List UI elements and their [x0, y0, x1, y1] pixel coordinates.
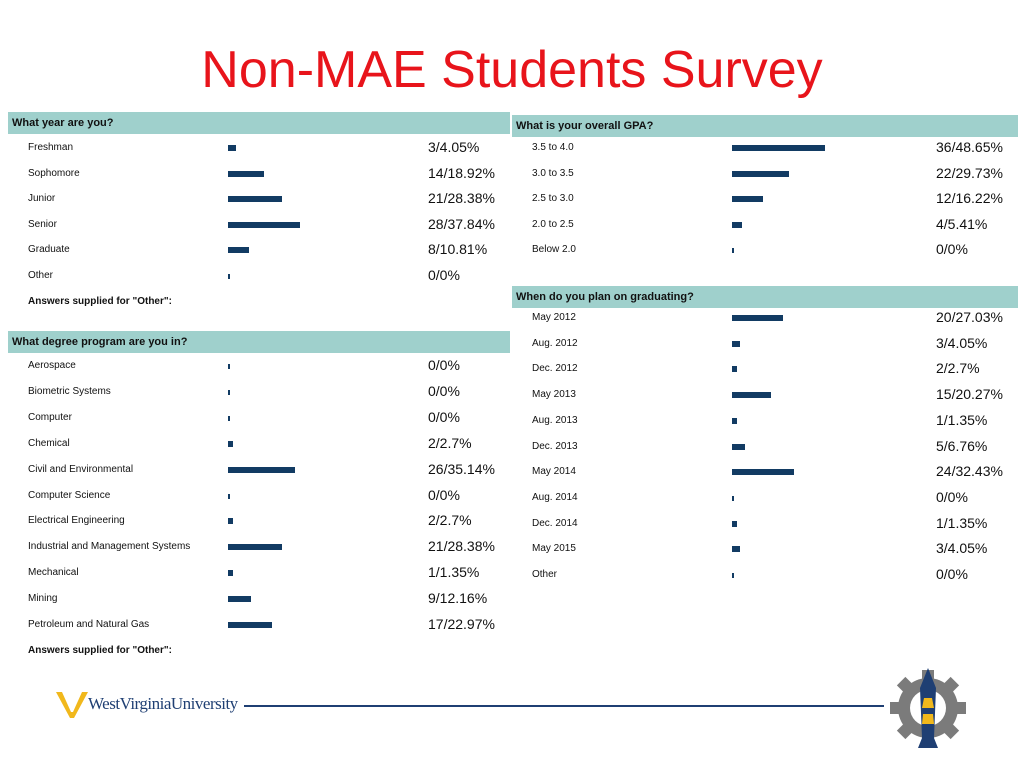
- chart-row: [8, 216, 510, 236]
- data-value-label: 21/28.38%: [428, 190, 495, 207]
- data-bar: [228, 494, 230, 499]
- chart-row: [512, 360, 1018, 380]
- category-label: Computer Science: [28, 489, 111, 501]
- data-value-label: 0/0%: [936, 241, 968, 258]
- page-title: Non-MAE Students Survey: [201, 41, 823, 99]
- data-bar: [732, 496, 734, 501]
- data-value-label: 0/0%: [428, 408, 460, 425]
- data-value-label: 0/0%: [936, 566, 968, 582]
- data-value-label: 0/0%: [936, 488, 968, 505]
- data-value-label: 3/4.05%: [936, 334, 988, 351]
- chart-row: [8, 487, 510, 507]
- data-bar: [732, 444, 745, 450]
- category-label: 2.0 to 2.5: [532, 218, 574, 230]
- data-value-label: 4/5.41%: [936, 215, 988, 232]
- data-bar: [228, 196, 282, 202]
- data-value-label: 3/4.05%: [936, 540, 988, 557]
- data-value-label: 15/20.27%: [936, 386, 1003, 403]
- data-value-label: 36/48.65%: [936, 139, 1003, 155]
- chart-row: [512, 515, 1018, 535]
- footer-divider: [244, 705, 884, 707]
- data-value-label: 0/0%: [428, 267, 460, 283]
- data-bar: [732, 248, 734, 253]
- category-label: Sophomore: [28, 167, 80, 179]
- data-bar: [732, 366, 737, 372]
- category-label: Biometric Systems: [28, 385, 111, 397]
- data-value-label: 5/6.76%: [936, 437, 988, 454]
- wvu-logo-icon: [56, 690, 88, 718]
- chart-row: [512, 309, 1018, 329]
- category-label: Dec. 2012: [532, 363, 578, 375]
- category-label: May 2014: [532, 466, 576, 478]
- category-label: 3.0 to 3.5: [532, 167, 574, 179]
- chart-title: What year are you?: [8, 112, 510, 134]
- data-value-label: 2/2.7%: [936, 360, 980, 377]
- university-logo-text: WestVirginiaUniversity: [88, 694, 238, 713]
- chart-row: [512, 165, 1018, 185]
- chart-row: [8, 357, 510, 377]
- chart-row: [512, 216, 1018, 236]
- data-bar: [732, 392, 771, 398]
- data-value-label: 2/2.7%: [428, 434, 472, 451]
- data-value-label: 2/2.7%: [428, 512, 472, 529]
- chart-row: [8, 538, 510, 558]
- data-bar: [732, 222, 742, 228]
- data-bar: [228, 570, 233, 576]
- data-value-label: 12/16.22%: [936, 190, 1003, 207]
- chart-row: [512, 190, 1018, 210]
- category-label: May 2015: [532, 543, 576, 555]
- category-label: 3.5 to 4.0: [532, 142, 574, 153]
- category-label: Civil and Environmental: [28, 463, 134, 475]
- data-value-label: 9/12.16%: [428, 590, 488, 607]
- category-label: Industrial and Management Systems: [28, 541, 191, 553]
- chart-row: [8, 435, 510, 455]
- category-label: May 2013: [532, 389, 576, 401]
- data-bar: [228, 171, 264, 177]
- survey-chart-panel: [8, 331, 510, 694]
- category-label: Other: [532, 569, 558, 580]
- chart-row: [8, 267, 510, 287]
- data-value-label: 1/1.35%: [936, 514, 988, 531]
- category-label: Aug. 2014: [532, 491, 578, 503]
- category-label: Dec. 2014: [532, 517, 578, 529]
- category-label: Mechanical: [28, 567, 79, 579]
- category-label: Mining: [28, 593, 58, 605]
- category-label: Computer: [28, 411, 72, 423]
- category-label: Junior: [28, 193, 56, 205]
- data-bar: [732, 145, 825, 151]
- data-bar: [228, 145, 236, 151]
- category-label: 2.5 to 3.0: [532, 193, 574, 205]
- data-bar: [732, 315, 783, 321]
- chart-row: [512, 241, 1018, 261]
- data-bar: [228, 364, 230, 369]
- data-bar: [228, 596, 251, 602]
- data-bar: [228, 247, 249, 253]
- chart-row: [8, 139, 510, 159]
- chart-title: When do you plan on graduating?: [512, 286, 1018, 308]
- gear-emblem-icon: [890, 664, 966, 752]
- category-label: Other: [28, 270, 54, 281]
- data-bar: [228, 390, 230, 395]
- category-label: Freshman: [28, 142, 74, 153]
- chart-row: [512, 139, 1018, 159]
- data-bar: [732, 418, 737, 424]
- data-value-label: 0/0%: [428, 357, 460, 373]
- data-value-label: 14/18.92%: [428, 164, 495, 181]
- data-bar: [732, 341, 740, 347]
- category-label: Electrical Engineering: [28, 515, 125, 527]
- chart-row: [8, 165, 510, 185]
- chart-row: [512, 463, 1018, 483]
- data-value-label: 1/1.35%: [936, 411, 988, 428]
- survey-chart-panel: [512, 115, 1018, 289]
- survey-chart-panel: [8, 112, 510, 345]
- survey-chart-panel: [512, 286, 1018, 614]
- data-bar: [228, 441, 233, 447]
- chart-row: [512, 566, 1018, 586]
- chart-row: [8, 590, 510, 610]
- data-bar: [732, 573, 734, 578]
- chart-row: [512, 386, 1018, 406]
- chart-row: [8, 461, 510, 481]
- category-label: Graduate: [28, 244, 70, 256]
- chart-row: [512, 489, 1018, 509]
- data-value-label: 0/0%: [428, 382, 460, 399]
- data-bar: [732, 521, 737, 527]
- data-value-label: 1/1.35%: [428, 564, 480, 581]
- chart-row: [8, 409, 510, 429]
- category-label: Petroleum and Natural Gas: [28, 619, 150, 630]
- category-label: Aug. 2013: [532, 414, 578, 426]
- chart-row: [8, 241, 510, 261]
- chart-title: What degree program are you in?: [8, 331, 510, 353]
- data-value-label: 22/29.73%: [936, 164, 1003, 181]
- category-label: Aerospace: [28, 360, 76, 371]
- data-value-label: 26/35.14%: [428, 460, 495, 477]
- data-value-label: 24/32.43%: [936, 463, 1003, 480]
- chart-row: [8, 383, 510, 403]
- other-answers-note: Answers supplied for "Other":: [28, 295, 172, 307]
- data-value-label: 8/10.81%: [428, 241, 488, 258]
- other-answers-note: Answers supplied for "Other":: [28, 644, 172, 656]
- data-bar: [732, 546, 740, 552]
- data-bar: [228, 544, 282, 550]
- data-bar: [732, 171, 789, 177]
- chart-row: [512, 438, 1018, 458]
- data-value-label: 21/28.38%: [428, 538, 495, 555]
- chart-title: What is your overall GPA?: [512, 115, 1018, 137]
- category-label: Below 2.0: [532, 244, 576, 256]
- chart-row: [8, 564, 510, 584]
- category-label: May 2012: [532, 312, 576, 323]
- data-bar: [228, 467, 295, 473]
- category-label: Dec. 2013: [532, 440, 578, 452]
- data-value-label: 17/22.97%: [428, 616, 495, 632]
- chart-row: [8, 512, 510, 532]
- data-bar: [228, 518, 233, 524]
- data-bar: [732, 196, 763, 202]
- category-label: Chemical: [28, 437, 70, 449]
- category-label: Senior: [28, 218, 57, 230]
- category-label: Aug. 2012: [532, 337, 578, 349]
- data-bar: [228, 274, 230, 279]
- data-bar: [228, 622, 272, 628]
- chart-row: [512, 335, 1018, 355]
- chart-row: [8, 616, 510, 636]
- data-bar: [228, 416, 230, 421]
- data-value-label: 0/0%: [428, 486, 460, 503]
- data-value-label: 20/27.03%: [936, 309, 1003, 325]
- chart-row: [512, 412, 1018, 432]
- data-value-label: 28/37.84%: [428, 215, 495, 232]
- chart-row: [8, 190, 510, 210]
- chart-row: [512, 540, 1018, 560]
- data-bar: [732, 469, 794, 475]
- data-value-label: 3/4.05%: [428, 139, 480, 155]
- data-bar: [228, 222, 300, 228]
